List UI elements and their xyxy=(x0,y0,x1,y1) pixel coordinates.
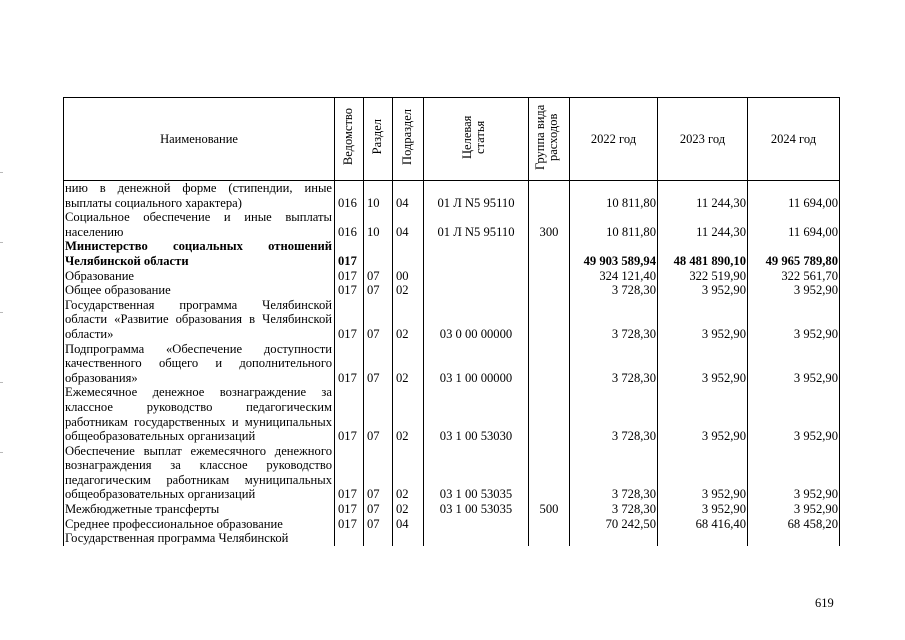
cell-celevaya-statya: 03 1 00 53030 xyxy=(424,385,529,443)
cell-vedomstvo: 017 xyxy=(335,298,364,342)
cell-2022 xyxy=(570,531,658,546)
cell-2022: 3 728,30 xyxy=(570,298,658,342)
cell-2024: 68 458,20 xyxy=(748,517,840,532)
cell-2023: 3 952,90 xyxy=(658,502,748,517)
cell-2024: 3 952,90 xyxy=(748,502,840,517)
cell-2024: 11 694,00 xyxy=(748,181,840,211)
cell-podrazdel: 02 xyxy=(393,298,424,342)
table-row xyxy=(64,239,840,268)
cell-vedomstvo: 017 xyxy=(335,269,364,284)
cell-podrazdel: 04 xyxy=(393,181,424,211)
header-podrazdel: Подраздел xyxy=(393,98,424,181)
cell-vedomstvo: 017 xyxy=(335,283,364,298)
table-row xyxy=(64,517,840,532)
cell-celevaya-statya: 03 1 00 00000 xyxy=(424,342,529,386)
header-celevaya-statya: Целевая статья xyxy=(424,98,529,181)
table-row xyxy=(64,531,840,546)
cell-2023: 48 481 890,10 xyxy=(658,239,748,268)
cell-2023 xyxy=(658,531,748,546)
cell-name: Общее образование xyxy=(64,283,335,298)
scan-margin-mark xyxy=(0,452,3,453)
cell-razdel xyxy=(364,531,393,546)
header-vedomstvo: Ведомство xyxy=(335,98,364,181)
cell-vedomstvo: 017 xyxy=(335,517,364,532)
cell-celevaya-statya xyxy=(424,517,529,532)
table-row xyxy=(64,181,840,211)
cell-2023: 11 244,30 xyxy=(658,181,748,211)
cell-podrazdel: 02 xyxy=(393,385,424,443)
cell-gruppa xyxy=(529,342,570,386)
cell-2023: 3 952,90 xyxy=(658,342,748,386)
cell-celevaya-statya: 03 1 00 53035 xyxy=(424,502,529,517)
cell-razdel: 07 xyxy=(364,517,393,532)
cell-2022: 3 728,30 xyxy=(570,283,658,298)
cell-gruppa xyxy=(529,283,570,298)
cell-razdel: 10 xyxy=(364,210,393,239)
cell-podrazdel: 04 xyxy=(393,517,424,532)
budget-table-wrapper xyxy=(63,97,839,546)
cell-2024: 3 952,90 xyxy=(748,444,840,502)
header-gruppa: Группа вида расходов xyxy=(529,98,570,181)
cell-2022: 3 728,30 xyxy=(570,342,658,386)
cell-podrazdel: 02 xyxy=(393,283,424,298)
cell-2024: 3 952,90 xyxy=(748,385,840,443)
cell-name: Подпрограмма «Обеспечение доступности качественного общего и дополнительного образования» xyxy=(64,342,335,386)
scan-margin-mark xyxy=(0,242,3,243)
scan-margin-mark xyxy=(0,312,3,313)
cell-2023: 322 519,90 xyxy=(658,269,748,284)
table-row xyxy=(64,502,840,517)
cell-vedomstvo: 017 xyxy=(335,502,364,517)
cell-gruppa xyxy=(529,517,570,532)
cell-vedomstvo: 016 xyxy=(335,210,364,239)
table-row xyxy=(64,283,840,298)
cell-name: Государственная программа Челябинской xyxy=(64,531,335,546)
cell-celevaya-statya: 01 Л N5 95110 xyxy=(424,210,529,239)
cell-gruppa xyxy=(529,531,570,546)
cell-2023: 3 952,90 xyxy=(658,298,748,342)
header-razdel: Раздел xyxy=(364,98,393,181)
cell-vedomstvo: 017 xyxy=(335,239,364,268)
cell-2024: 11 694,00 xyxy=(748,210,840,239)
cell-vedomstvo: 017 xyxy=(335,444,364,502)
cell-2024: 49 965 789,80 xyxy=(748,239,840,268)
cell-razdel: 07 xyxy=(364,444,393,502)
table-body xyxy=(64,181,840,546)
cell-name: Образование xyxy=(64,269,335,284)
cell-vedomstvo: 016 xyxy=(335,181,364,211)
header-name: Наименование xyxy=(64,98,335,181)
cell-razdel: 07 xyxy=(364,298,393,342)
cell-celevaya-statya xyxy=(424,269,529,284)
cell-2024: 3 952,90 xyxy=(748,298,840,342)
cell-razdel: 07 xyxy=(364,502,393,517)
cell-celevaya-statya xyxy=(424,283,529,298)
table-header-row xyxy=(64,98,840,181)
cell-2022: 3 728,30 xyxy=(570,502,658,517)
cell-name: Министерство социальных отношений Челябинской области xyxy=(64,239,335,268)
cell-2022: 3 728,30 xyxy=(570,444,658,502)
cell-2023: 68 416,40 xyxy=(658,517,748,532)
table-row xyxy=(64,298,840,342)
cell-2022: 70 242,50 xyxy=(570,517,658,532)
table-row xyxy=(64,385,840,443)
cell-2024: 322 561,70 xyxy=(748,269,840,284)
cell-name: Ежемесячное денежное вознаграждение за классное руководство педагогическим работникам государственных и муниципальных общеобразовательных организаций xyxy=(64,385,335,443)
cell-2022: 10 811,80 xyxy=(570,181,658,211)
cell-razdel: 07 xyxy=(364,342,393,386)
cell-2022: 49 903 589,94 xyxy=(570,239,658,268)
table-row xyxy=(64,444,840,502)
table-row xyxy=(64,210,840,239)
cell-celevaya-statya xyxy=(424,239,529,268)
cell-2023: 11 244,30 xyxy=(658,210,748,239)
cell-2023: 3 952,90 xyxy=(658,385,748,443)
cell-podrazdel: 02 xyxy=(393,502,424,517)
cell-2024: 3 952,90 xyxy=(748,283,840,298)
cell-podrazdel: 02 xyxy=(393,444,424,502)
scan-margin-mark xyxy=(0,172,3,173)
cell-celevaya-statya xyxy=(424,531,529,546)
cell-razdel: 10 xyxy=(364,181,393,211)
cell-razdel: 07 xyxy=(364,269,393,284)
cell-gruppa: 300 xyxy=(529,210,570,239)
cell-podrazdel xyxy=(393,531,424,546)
header-2022: 2022 год xyxy=(570,98,658,181)
cell-2024: 3 952,90 xyxy=(748,342,840,386)
cell-name: Социальное обеспечение и иные выплаты населению xyxy=(64,210,335,239)
cell-name: Обеспечение выплат ежемесячного денежного вознаграждения за классное руководство педагогическим работникам муниципальных общеобразовательных организаций xyxy=(64,444,335,502)
cell-gruppa xyxy=(529,181,570,211)
budget-table xyxy=(63,97,840,546)
cell-vedomstvo xyxy=(335,531,364,546)
cell-gruppa xyxy=(529,269,570,284)
cell-razdel: 07 xyxy=(364,283,393,298)
page-number: 619 xyxy=(815,596,834,610)
cell-gruppa xyxy=(529,239,570,268)
header-2024: 2024 год xyxy=(748,98,840,181)
cell-gruppa xyxy=(529,298,570,342)
cell-2022: 3 728,30 xyxy=(570,385,658,443)
cell-razdel xyxy=(364,239,393,268)
cell-podrazdel: 04 xyxy=(393,210,424,239)
table-row xyxy=(64,269,840,284)
table-row xyxy=(64,342,840,386)
header-2023: 2023 год xyxy=(658,98,748,181)
cell-celevaya-statya: 03 0 00 00000 xyxy=(424,298,529,342)
cell-2023: 3 952,90 xyxy=(658,444,748,502)
cell-2022: 10 811,80 xyxy=(570,210,658,239)
cell-podrazdel: 00 xyxy=(393,269,424,284)
cell-2022: 324 121,40 xyxy=(570,269,658,284)
cell-name: Среднее профессиональное образование xyxy=(64,517,335,532)
scan-margin-mark xyxy=(0,382,3,383)
cell-gruppa xyxy=(529,444,570,502)
cell-razdel: 07 xyxy=(364,385,393,443)
cell-name: Государственная программа Челябинской области «Развитие образования в Челябинской области» xyxy=(64,298,335,342)
cell-podrazdel: 02 xyxy=(393,342,424,386)
cell-celevaya-statya: 01 Л N5 95110 xyxy=(424,181,529,211)
cell-2024 xyxy=(748,531,840,546)
cell-podrazdel xyxy=(393,239,424,268)
cell-celevaya-statya: 03 1 00 53035 xyxy=(424,444,529,502)
cell-2023: 3 952,90 xyxy=(658,283,748,298)
cell-name: нию в денежной форме (стипендии, иные выплаты социального характера) xyxy=(64,181,335,211)
cell-vedomstvo: 017 xyxy=(335,385,364,443)
cell-name: Межбюджетные трансферты xyxy=(64,502,335,517)
cell-vedomstvo: 017 xyxy=(335,342,364,386)
cell-gruppa xyxy=(529,385,570,443)
cell-gruppa: 500 xyxy=(529,502,570,517)
